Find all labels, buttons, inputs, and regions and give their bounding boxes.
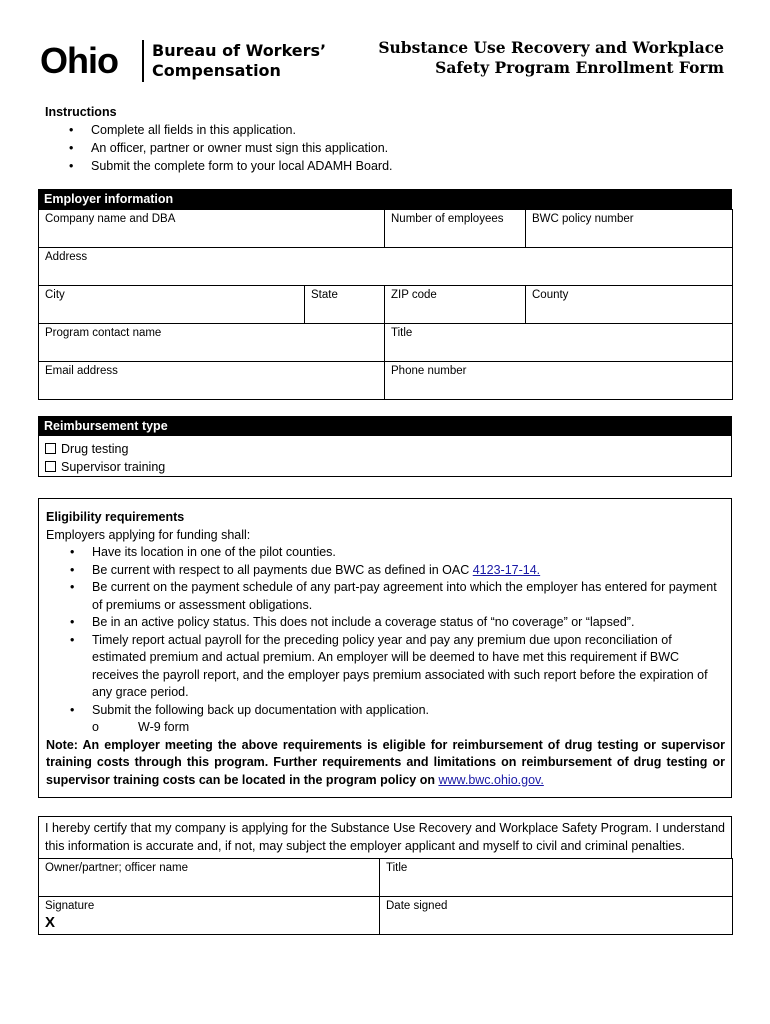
form-title-line2: Safety Program Enrollment Form — [435, 58, 724, 77]
program-contact-name-field[interactable] — [39, 324, 385, 362]
signature-field[interactable] — [39, 897, 380, 935]
bureau-name-line2: Compensation — [152, 61, 281, 80]
bureau-name-line1: Bureau of Workers’ — [152, 41, 327, 60]
supervisor-training-option[interactable] — [45, 458, 725, 476]
company-name-label: Company name and DBA — [45, 213, 176, 225]
certification-title-field[interactable] — [380, 859, 733, 897]
sub-list-marker: o — [92, 720, 99, 734]
supervisor-training-label: Supervisor training — [61, 460, 166, 474]
certification-statement: I hereby certify that my company is applying for the Substance Use Recovery and Workplace Safety Program. I understand this information is accurate and, if not, may subject the employer applicant and myself to civil and criminal penalties. — [38, 816, 732, 858]
email-address-field[interactable] — [39, 362, 385, 400]
city-label: City — [45, 289, 65, 301]
eligibility-note — [46, 737, 725, 790]
list-item — [92, 562, 725, 580]
date-signed-field[interactable] — [380, 897, 733, 935]
bwc-policy-number-field[interactable] — [526, 210, 733, 248]
state-field[interactable] — [305, 286, 385, 324]
certification-section — [38, 816, 732, 935]
eligibility-list — [46, 544, 725, 719]
employer-information-heading: Employer information — [38, 189, 732, 209]
reimbursement-options — [38, 436, 732, 477]
instructions — [45, 103, 735, 175]
eligibility-intro: Employers applying for funding shall: — [46, 527, 251, 542]
eligibility-requirements-section — [38, 498, 732, 798]
reimbursement-type-heading: Reimbursement type — [38, 416, 732, 436]
address-field[interactable] — [39, 248, 733, 286]
signature-mark: X — [45, 914, 56, 931]
list-item: • Have its location in one of the pilot counties. — [92, 544, 725, 562]
company-name-field[interactable] — [39, 210, 385, 248]
form-title-line1: Substance Use Recovery and Workplace — [378, 38, 724, 57]
email-address-label: Email address — [45, 365, 118, 377]
program-contact-name-label: Program contact name — [45, 327, 162, 339]
owner-name-label: Owner/partner; officer name — [45, 862, 188, 874]
list-item: • Complete all fields in this application. — [91, 121, 735, 139]
form-title — [378, 38, 724, 78]
employer-information-section — [38, 189, 732, 400]
drug-testing-label: Drug testing — [61, 442, 129, 456]
sub-list-item — [92, 719, 725, 737]
phone-number-field[interactable] — [385, 362, 733, 400]
bwc-policy-number-label: BWC policy number — [532, 213, 634, 225]
ohio-logo: Ohio — [40, 40, 118, 81]
bureau-name — [152, 41, 326, 81]
reimbursement-type-section — [38, 416, 732, 477]
city-field[interactable] — [39, 286, 305, 324]
sub-list-text: W-9 form — [138, 720, 190, 734]
zip-code-field[interactable] — [385, 286, 526, 324]
list-item: • Submit the following back up documentation with application. — [92, 702, 725, 720]
note-text: Note: An employer meeting the above requirements is eligible for reimbursement of drug testing or supervisor training costs through this program. Further requirements and limitations on reimbursement of drug testing or supervisor training costs can be located in the program policy on — [46, 737, 725, 787]
instructions-list — [45, 121, 735, 175]
employer-information-table — [38, 209, 733, 400]
zip-code-label: ZIP code — [391, 289, 437, 301]
date-signed-label: Date signed — [386, 900, 448, 912]
list-item: • Timely report actual payroll for the preceding policy year and pay any premium due upon reconciliation of estimated premium and actual premium. An employer will be deemed to have met this requirement if BWC receives the payroll report, and the employer pays premium associated with such report before the expiration of any grace period. — [92, 632, 725, 702]
list-item: • Be in an active policy status. This does not include a coverage status of “no coverage” or “lapsed”. — [92, 614, 725, 632]
instructions-heading: Instructions — [45, 105, 117, 119]
logo-divider — [142, 40, 144, 82]
state-label: State — [311, 289, 338, 301]
certification-table — [38, 858, 733, 935]
title-label: Title — [391, 327, 413, 339]
number-of-employees-label: Number of employees — [391, 213, 504, 225]
address-label: Address — [45, 251, 88, 263]
supervisor-training-checkbox[interactable] — [45, 461, 56, 472]
bwc-website-link[interactable]: www.bwc.ohio.gov. — [438, 772, 544, 787]
list-item: • An officer, partner or owner must sign this application. — [91, 139, 735, 157]
list-item: • Be current on the payment schedule of any part-pay agreement into which the employer has entered for payment of premiums or assessment obligations. — [92, 579, 725, 614]
oac-link[interactable]: 4123-17-14. — [472, 562, 541, 577]
drug-testing-checkbox[interactable] — [45, 443, 56, 454]
county-label: County — [532, 289, 569, 301]
signature-label: Signature — [45, 900, 95, 912]
list-item: • Submit the complete form to your local ADAMH Board. — [91, 157, 735, 175]
drug-testing-option[interactable] — [45, 440, 725, 458]
number-of-employees-field[interactable] — [385, 210, 526, 248]
title-field[interactable] — [385, 324, 733, 362]
list-item-text: Be current with respect to all payments due BWC as defined in OAC — [92, 562, 473, 577]
certification-title-label: Title — [386, 862, 408, 874]
owner-name-field[interactable] — [39, 859, 380, 897]
county-field[interactable] — [526, 286, 733, 324]
phone-number-label: Phone number — [391, 365, 467, 377]
eligibility-heading: Eligibility requirements — [46, 510, 185, 524]
